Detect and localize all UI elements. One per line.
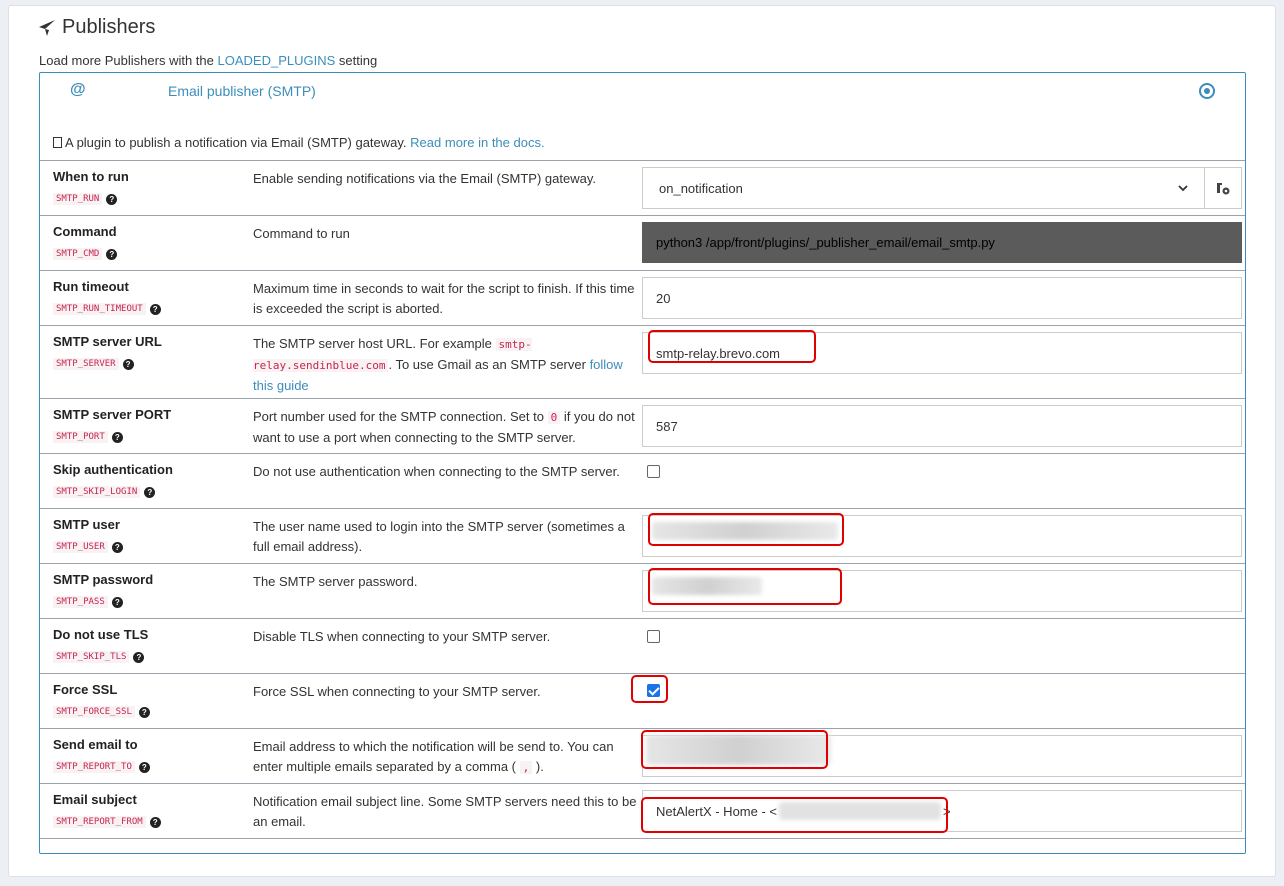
setting-description: Do not use authentication when connecting to the SMTP server. xyxy=(253,464,620,479)
setting-code: SMTP_CMD xyxy=(53,248,102,260)
setting-description: Force SSL when connecting to your SMTP server. xyxy=(253,684,541,699)
setting-label: Run timeout xyxy=(53,279,129,294)
setting-row-smtp-report-from xyxy=(40,783,1245,839)
help-icon[interactable]: ? xyxy=(139,707,150,718)
setting-code: SMTP_USER xyxy=(53,541,108,553)
smtp-server-input[interactable]: smtp-relay.brevo.com xyxy=(642,332,1242,374)
help-icon[interactable]: ? xyxy=(112,597,123,608)
setting-label: Command xyxy=(53,224,117,239)
info-box-icon xyxy=(53,137,62,148)
setting-label: SMTP user xyxy=(53,517,120,532)
email-subject-input[interactable]: NetAlertX - Home - < > xyxy=(642,790,1242,832)
setting-label: Force SSL xyxy=(53,682,118,697)
setting-label: SMTP server PORT xyxy=(53,407,172,422)
setting-code: SMTP_REPORT_FROM xyxy=(53,816,146,828)
plugin-description: A plugin to publish a notification via Email (SMTP) gateway. Read more in the docs. xyxy=(53,135,545,150)
setting-description: Email address to which the notification will be send to. You can enter multiple emails separated by a comma ( , ). xyxy=(253,739,614,774)
setting-description: Command to run xyxy=(253,226,350,241)
setting-row-smtp-force-ssl xyxy=(40,673,1245,728)
publishers-box xyxy=(8,5,1276,877)
chevron-down-icon xyxy=(1178,185,1188,192)
skip-login-checkbox[interactable] xyxy=(647,465,660,478)
setting-row-smtp-run xyxy=(40,160,1245,215)
highlight-box xyxy=(631,675,668,703)
setting-code: SMTP_PORT xyxy=(53,431,108,443)
help-icon[interactable]: ? xyxy=(150,817,161,828)
setting-row-smtp-server xyxy=(40,325,1245,398)
setting-code: SMTP_FORCE_SSL xyxy=(53,706,135,718)
page-header xyxy=(38,16,155,39)
panel-title[interactable]: Email publisher (SMTP) xyxy=(168,83,316,99)
help-icon[interactable]: ? xyxy=(133,652,144,663)
setting-code: SMTP_REPORT_TO xyxy=(53,761,135,773)
setting-code: SMTP_RUN xyxy=(53,193,102,205)
panel-header[interactable] xyxy=(40,73,1245,109)
setting-description: The SMTP server host URL. For example smtp-relay.sendinblue.com . To use Gmail as an SMTP server follow this guide xyxy=(253,336,623,393)
setting-description: The SMTP server password. xyxy=(253,574,418,589)
load-more-text: Load more Publishers with the LOADED_PLUGINS setting xyxy=(39,53,378,68)
highlight-box xyxy=(641,797,948,833)
setting-row-smtp-skip-tls xyxy=(40,618,1245,673)
loaded-plugins-link[interactable]: LOADED_PLUGINS xyxy=(217,53,336,68)
help-icon[interactable]: ? xyxy=(106,194,117,205)
help-icon[interactable]: ? xyxy=(112,542,123,553)
help-icon[interactable]: ? xyxy=(123,359,134,370)
help-icon[interactable]: ? xyxy=(106,249,117,260)
docs-link[interactable]: Read more in the docs. xyxy=(410,135,545,150)
setting-code: SMTP_RUN_TIMEOUT xyxy=(53,303,146,315)
setting-row-smtp-user xyxy=(40,508,1245,563)
smtp-port-input[interactable]: 587 xyxy=(642,405,1242,447)
setting-row-smtp-pass xyxy=(40,563,1245,618)
setting-code: SMTP_SERVER xyxy=(53,358,119,370)
setting-description: Disable TLS when connecting to your SMTP server. xyxy=(253,629,551,644)
setting-label: SMTP server URL xyxy=(53,334,162,349)
setting-code: SMTP_SKIP_LOGIN xyxy=(53,486,140,498)
plugin-status-radio-icon[interactable] xyxy=(1199,83,1215,99)
setting-label: Email subject xyxy=(53,792,137,807)
when-to-run-select[interactable]: on_notification xyxy=(642,167,1205,209)
help-icon[interactable]: ? xyxy=(112,432,123,443)
highlight-box xyxy=(641,730,828,769)
highlight-box xyxy=(648,568,842,605)
settings-gear-icon xyxy=(1216,182,1230,195)
highlight-box xyxy=(648,330,816,363)
setting-label: When to run xyxy=(53,169,129,184)
setting-description: Port number used for the SMTP connection. Set to 0 if you do not want to use a port when connecting to the SMTP server. xyxy=(253,409,635,445)
paper-plane-icon xyxy=(38,19,56,37)
setting-description: Notification email subject line. Some SMTP servers need this to be an email. xyxy=(253,794,637,829)
setting-row-smtp-report-to xyxy=(40,728,1245,783)
setting-description: Maximum time in seconds to wait for the script to finish. If this time is exceeded the script is aborted. xyxy=(253,281,635,316)
setting-code: SMTP_SKIP_TLS xyxy=(53,651,129,663)
command-input: python3 /app/front/plugins/_publisher_email/email_smtp.py xyxy=(642,222,1242,263)
help-icon[interactable]: ? xyxy=(139,762,150,773)
skip-tls-checkbox[interactable] xyxy=(647,630,660,643)
setting-description: Enable sending notifications via the Email (SMTP) gateway. xyxy=(253,171,596,186)
at-sign-icon: @ xyxy=(70,81,86,98)
page-title: Publishers xyxy=(62,16,156,38)
setting-label: Send email to xyxy=(53,737,138,752)
run-timeout-input[interactable]: 20 xyxy=(642,277,1242,319)
email-publisher-panel xyxy=(39,72,1246,854)
gmail-guide-link[interactable]: follow this guide xyxy=(253,357,623,393)
setting-row-smtp-run-timeout xyxy=(40,270,1245,325)
highlight-box xyxy=(648,513,844,546)
setting-label: Do not use TLS xyxy=(53,627,149,642)
setting-code: SMTP_PASS xyxy=(53,596,108,608)
setting-description: The user name used to login into the SMTP server (sometimes a full email address). xyxy=(253,519,625,554)
setting-row-smtp-cmd xyxy=(40,215,1245,270)
help-icon[interactable]: ? xyxy=(144,487,155,498)
help-icon[interactable]: ? xyxy=(150,304,161,315)
schedule-options-button[interactable] xyxy=(1204,167,1242,209)
setting-label: SMTP password xyxy=(53,572,154,587)
setting-row-smtp-port xyxy=(40,398,1245,453)
setting-row-smtp-skip-login xyxy=(40,453,1245,508)
setting-label: Skip authentication xyxy=(53,462,173,477)
